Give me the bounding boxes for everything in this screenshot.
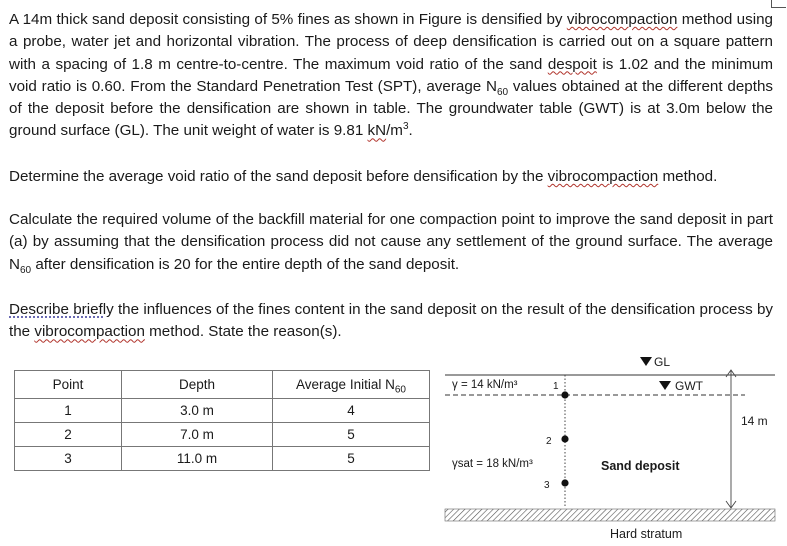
table-row <box>15 399 430 423</box>
cell-n60: 4 <box>273 399 430 423</box>
spt-table <box>14 370 430 471</box>
cell-point: 1 <box>15 399 122 423</box>
table-header-row <box>15 371 430 399</box>
spt-point-1 <box>561 391 568 398</box>
hard-stratum-hatch <box>445 509 775 521</box>
cell-point: 3 <box>15 447 122 471</box>
gwt-triangle-icon <box>659 381 671 390</box>
spt-point-2-label: 2 <box>546 436 552 447</box>
cell-depth: 3.0 m <box>122 399 273 423</box>
cell-depth: 11.0 m <box>122 447 273 471</box>
header-point: Point <box>15 371 122 399</box>
soil-profile-figure <box>435 352 785 546</box>
problem-paragraph-1: A 14m thick sand deposit consisting of 5% fines as shown in Figure is densified by vibrocompaction method using a probe, water jet and horizontal vibration. The process of deep densification is carried out on a square pattern with a spacing of 1.8 m centre-to-centre. The maximum void ratio of the sand despoit is 1.02 and the minimum void ratio is 0.60. From the Standard Penetration Test (SPT), average $N_{60}$ values obtained at the different depths of the deposit before the densification are shown in table. The groundwater table (GWT) is at 3.0m below the ground surface (GL). The unit weight of water is 9.81 $kN/m^3$. <box>9 11 773 140</box>
cell-depth: 7.0 m <box>122 423 273 447</box>
question-c: Describe briefly the influences of the fines content in the sand deposit on the result of the densification process by the vibrocompaction method. State the reason(s). <box>9 301 773 341</box>
spt-point-2 <box>561 435 568 442</box>
gamma-sat-label: γsat = 18 kN/m³ <box>452 458 533 470</box>
spt-point-3 <box>561 479 568 486</box>
gamma-top-label: γ = 14 kN/m³ <box>452 379 518 391</box>
gl-triangle-icon <box>640 357 652 366</box>
window-corner <box>771 0 786 8</box>
gwt-label: GWT <box>675 379 703 393</box>
question-a: Determine the average void ratio of the sand deposit before densification by the vibrocompaction method. <box>9 168 718 185</box>
header-n60: Average Initial $N_{60}$ <box>273 371 430 399</box>
cell-n60: 5 <box>273 423 430 447</box>
header-depth: Depth <box>122 371 273 399</box>
cell-point: 2 <box>15 423 122 447</box>
question-b: Calculate the required volume of the backfill material for one compaction point to improve the sand deposit in part (a) by assuming that the densification process did not cause any settlement of the ground surface. The average $N_{60}$ after densification is 20 for the entire depth of the sand deposit. <box>9 211 773 276</box>
stratum-label: Hard stratum <box>610 527 683 541</box>
spt-point-1-label: 1 <box>553 381 559 392</box>
table-row <box>15 447 430 471</box>
cell-n60: 5 <box>273 447 430 471</box>
deposit-label: Sand deposit <box>601 459 680 473</box>
thickness-label: 14 m <box>741 414 768 428</box>
spt-point-3-label: 3 <box>544 480 550 491</box>
table-row <box>15 423 430 447</box>
gl-label: GL <box>654 355 671 369</box>
